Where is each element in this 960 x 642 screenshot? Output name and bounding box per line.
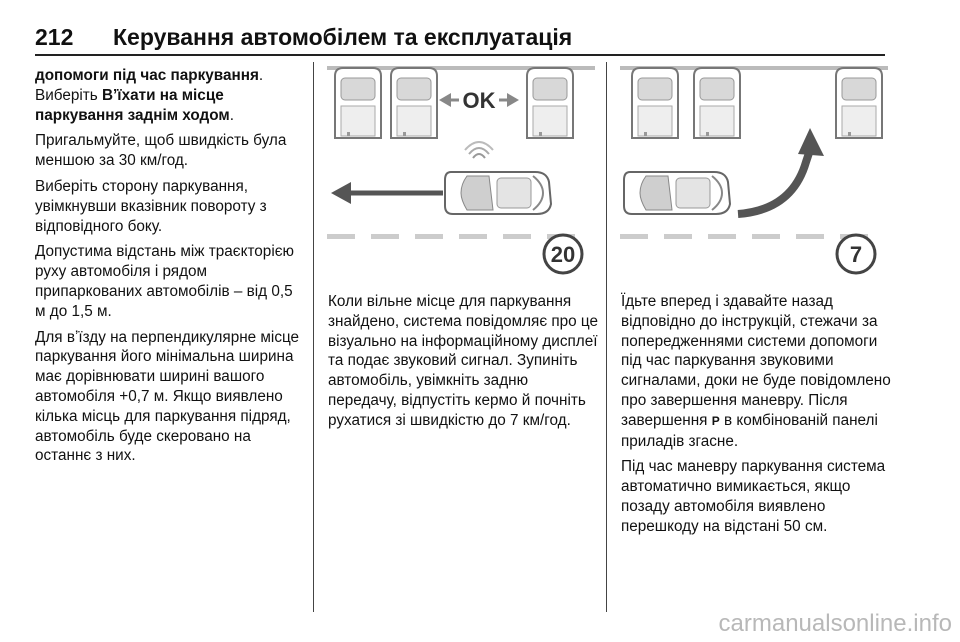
text-column-1	[35, 66, 305, 472]
column-divider-2	[606, 62, 607, 612]
paragraph: Виберіть сторону паркування, увімкнувши вказівник повороту з відповідного боку.	[35, 177, 267, 235]
text-column-3	[621, 292, 893, 543]
paragraph: Для вʼїзду на перпендикулярне місце паркування його мінімальна ширина має дорівнювати ширині вашого автомобіля +0,7 м. Якщо виявлено кілька місць для паркування підряд, автомобіль буде скеровано на останнє з них.	[35, 328, 300, 465]
figure-badge-7: 7	[849, 242, 863, 267]
text-column-2	[328, 292, 600, 437]
paragraph: Коли вільне місце для паркування знайдено, система повідомляє про це візуально на інформаційному дисплеї та подає звуковий сигнал. Зупиніть автомобіль, увімкніть задню передачу, відпустіть кермо й почніть рухатися зі швидкістю до 7 км/год.	[328, 293, 599, 429]
paragraph: Їдьте вперед і здавайте назад відповідно до інструкцій, стежачи за попередженнями системи допомоги під час паркування звуковими сигналами, доки не буде повідомлено про завершення маневру. Після завершення P в комбінованій панелі приладів згасне.	[621, 293, 891, 450]
watermark: carmanualsonline.info	[718, 610, 952, 637]
park-assist-icon: P	[711, 413, 720, 428]
paragraph: допомоги під час паркування. Виберіть В’їхати на місце паркування заднім ходом.	[35, 67, 264, 124]
paragraph: Пригальмуйте, щоб швидкість була меншою за 30 км/год.	[35, 132, 287, 170]
page-header	[35, 22, 885, 56]
figure-badge-20: 20	[550, 242, 576, 267]
paragraph: Допустима відстань між траєкторією руху автомобіля і рядом припаркованих автомобілів – від 0,5 м до 1,5 м.	[35, 243, 294, 320]
ok-label: OK	[462, 88, 496, 113]
page-title: Керування автомобілем та експлуатація	[113, 24, 573, 50]
page-number: 212	[35, 24, 74, 50]
parking-figure-search	[327, 66, 595, 278]
paragraph: Під час маневру паркування система автоматично вимикається, якщо позаду автомобіля виявлено перешкоду на відстані 50 см.	[621, 458, 886, 535]
column-divider-1	[313, 62, 314, 612]
parking-figure-maneuver	[620, 66, 888, 278]
